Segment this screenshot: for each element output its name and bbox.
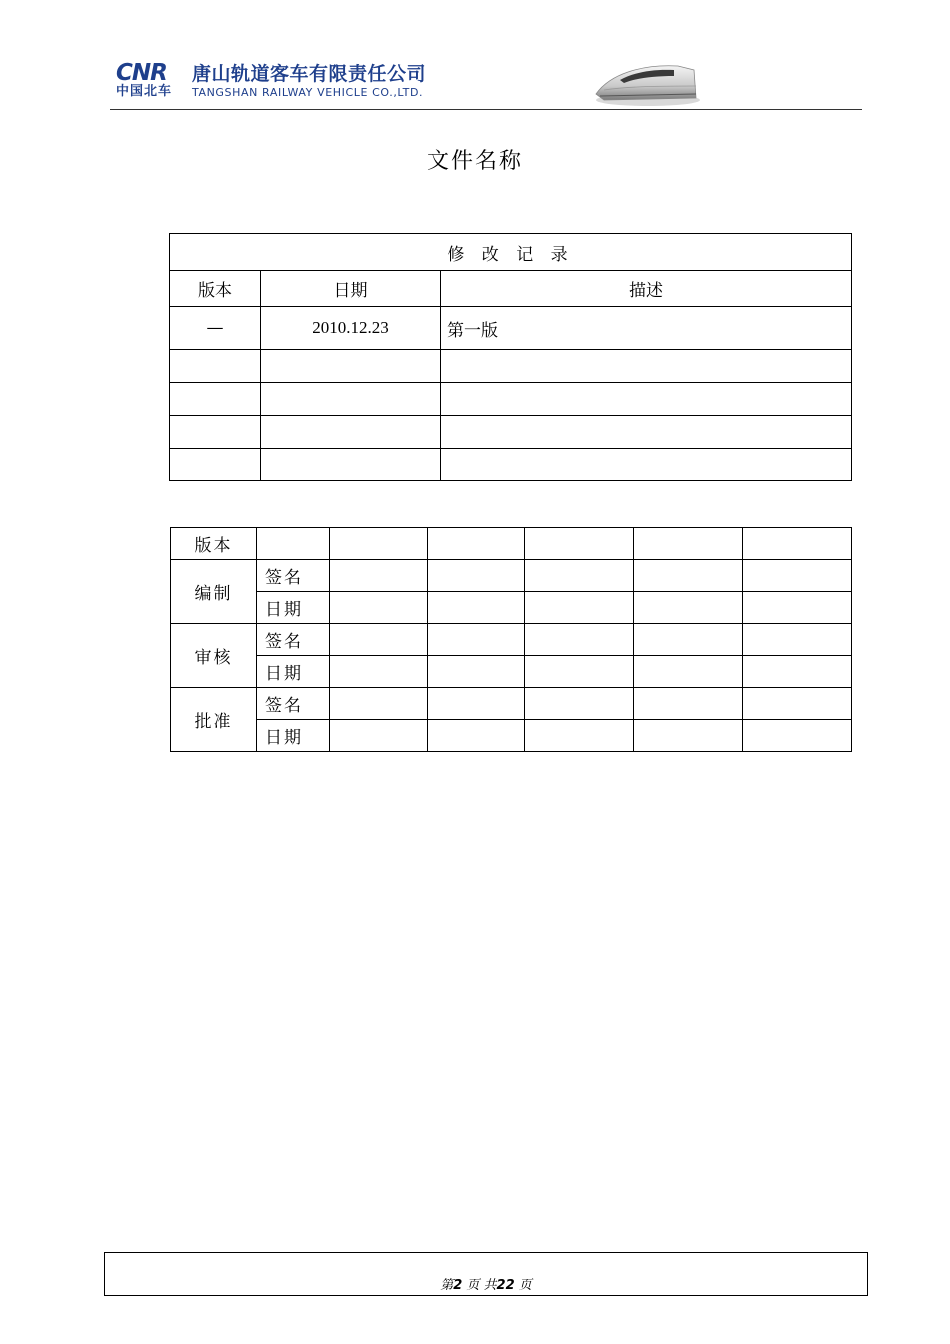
company-name-en: TANGSHAN RAILWAY VEHICLE CO.,LTD. bbox=[192, 86, 424, 99]
approved-by-label: 批准 bbox=[171, 688, 257, 752]
signature-cell bbox=[634, 624, 743, 656]
date-label: 日期 bbox=[257, 592, 330, 624]
signature-cell bbox=[743, 560, 852, 592]
signature-cell bbox=[525, 592, 634, 624]
signature-cell bbox=[634, 688, 743, 720]
sign-label: 签名 bbox=[257, 688, 330, 720]
page-current: 2 bbox=[453, 1278, 463, 1293]
reviewed-by-label: 审核 bbox=[171, 624, 257, 688]
signature-cell bbox=[428, 688, 525, 720]
signature-cell bbox=[330, 528, 428, 560]
signature-cell bbox=[634, 592, 743, 624]
table-row bbox=[170, 416, 852, 449]
signature-cell bbox=[743, 592, 852, 624]
revision-description-cell bbox=[441, 383, 852, 416]
page-total: 22 bbox=[496, 1278, 515, 1293]
cnr-logo-mark bbox=[116, 62, 188, 85]
signature-cell bbox=[428, 560, 525, 592]
revision-date-cell bbox=[261, 416, 441, 449]
page-suffix: 页 bbox=[518, 1278, 532, 1293]
cnr-logo-cn: 中国北车 bbox=[116, 84, 173, 99]
signature-cell bbox=[428, 624, 525, 656]
sign-label: 签名 bbox=[257, 624, 330, 656]
signature-row-approved-date bbox=[171, 720, 852, 752]
signature-cell bbox=[428, 592, 525, 624]
page-prefix: 第 bbox=[440, 1278, 454, 1293]
table-row bbox=[170, 383, 852, 416]
revision-version-cell bbox=[170, 449, 261, 481]
table-row bbox=[170, 307, 852, 350]
revision-date-cell bbox=[261, 383, 441, 416]
revision-date-cell: 2010.12.23 bbox=[261, 307, 441, 350]
signature-version-label: 版本 bbox=[171, 528, 257, 560]
revision-description-cell: 第一版 bbox=[441, 307, 852, 350]
signature-cell bbox=[743, 528, 852, 560]
signature-cell bbox=[525, 624, 634, 656]
revision-table-title: 修 改 记 录 bbox=[170, 234, 852, 271]
signature-cell bbox=[525, 688, 634, 720]
signature-cell bbox=[525, 528, 634, 560]
signature-row-prepared-date bbox=[171, 592, 852, 624]
signature-version-row bbox=[171, 528, 852, 560]
signature-cell bbox=[525, 720, 634, 752]
revision-record-table bbox=[169, 233, 852, 481]
signature-cell bbox=[634, 560, 743, 592]
signature-cell bbox=[330, 592, 428, 624]
cnr-logo bbox=[116, 62, 188, 108]
signature-cell bbox=[525, 560, 634, 592]
signature-cell bbox=[743, 656, 852, 688]
signature-cell bbox=[525, 656, 634, 688]
revision-date-cell bbox=[261, 449, 441, 481]
header-divider bbox=[110, 109, 862, 110]
sign-label: 签名 bbox=[257, 560, 330, 592]
signature-cell bbox=[634, 720, 743, 752]
signature-row-approved-sign bbox=[171, 688, 852, 720]
column-header-date: 日期 bbox=[261, 271, 441, 307]
signature-cell bbox=[743, 688, 852, 720]
signature-cell bbox=[428, 656, 525, 688]
revision-description-cell bbox=[441, 350, 852, 383]
signature-table bbox=[170, 527, 852, 752]
revision-version-cell bbox=[170, 383, 261, 416]
signature-cell bbox=[428, 528, 525, 560]
table-row bbox=[170, 449, 852, 481]
date-label: 日期 bbox=[257, 720, 330, 752]
signature-cell bbox=[330, 688, 428, 720]
signature-cell bbox=[257, 528, 330, 560]
signature-row-reviewed-date bbox=[171, 656, 852, 688]
signature-row-prepared-sign bbox=[171, 560, 852, 592]
company-name-cn: 唐山轨道客车有限责任公司 bbox=[192, 63, 427, 85]
prepared-by-label: 编制 bbox=[171, 560, 257, 624]
signature-cell bbox=[634, 528, 743, 560]
table-row bbox=[170, 350, 852, 383]
revision-version-cell bbox=[170, 416, 261, 449]
company-name bbox=[192, 62, 426, 100]
high-speed-train-image bbox=[590, 56, 700, 108]
page-number bbox=[105, 1274, 867, 1293]
cnr-logo-text: CNR bbox=[116, 60, 167, 86]
revision-date-cell bbox=[261, 350, 441, 383]
signature-cell bbox=[330, 624, 428, 656]
revision-table-header-row bbox=[170, 271, 852, 307]
page-middle: 页 共 bbox=[466, 1278, 497, 1293]
signature-cell bbox=[743, 624, 852, 656]
page-header bbox=[110, 54, 862, 110]
revision-version-cell: — bbox=[170, 307, 261, 350]
signature-cell bbox=[743, 720, 852, 752]
revision-description-cell bbox=[441, 416, 852, 449]
revision-table-title-row bbox=[170, 234, 852, 271]
signature-cell bbox=[330, 656, 428, 688]
signature-cell bbox=[634, 656, 743, 688]
document-title: 文件名称 bbox=[426, 149, 523, 174]
signature-cell bbox=[330, 720, 428, 752]
column-header-description: 描述 bbox=[441, 271, 852, 307]
column-header-version: 版本 bbox=[170, 271, 261, 307]
revision-version-cell bbox=[170, 350, 261, 383]
page-footer bbox=[104, 1252, 868, 1296]
signature-cell bbox=[428, 720, 525, 752]
revision-description-cell bbox=[441, 449, 852, 481]
signature-cell bbox=[330, 560, 428, 592]
date-label: 日期 bbox=[257, 656, 330, 688]
signature-row-reviewed-sign bbox=[171, 624, 852, 656]
